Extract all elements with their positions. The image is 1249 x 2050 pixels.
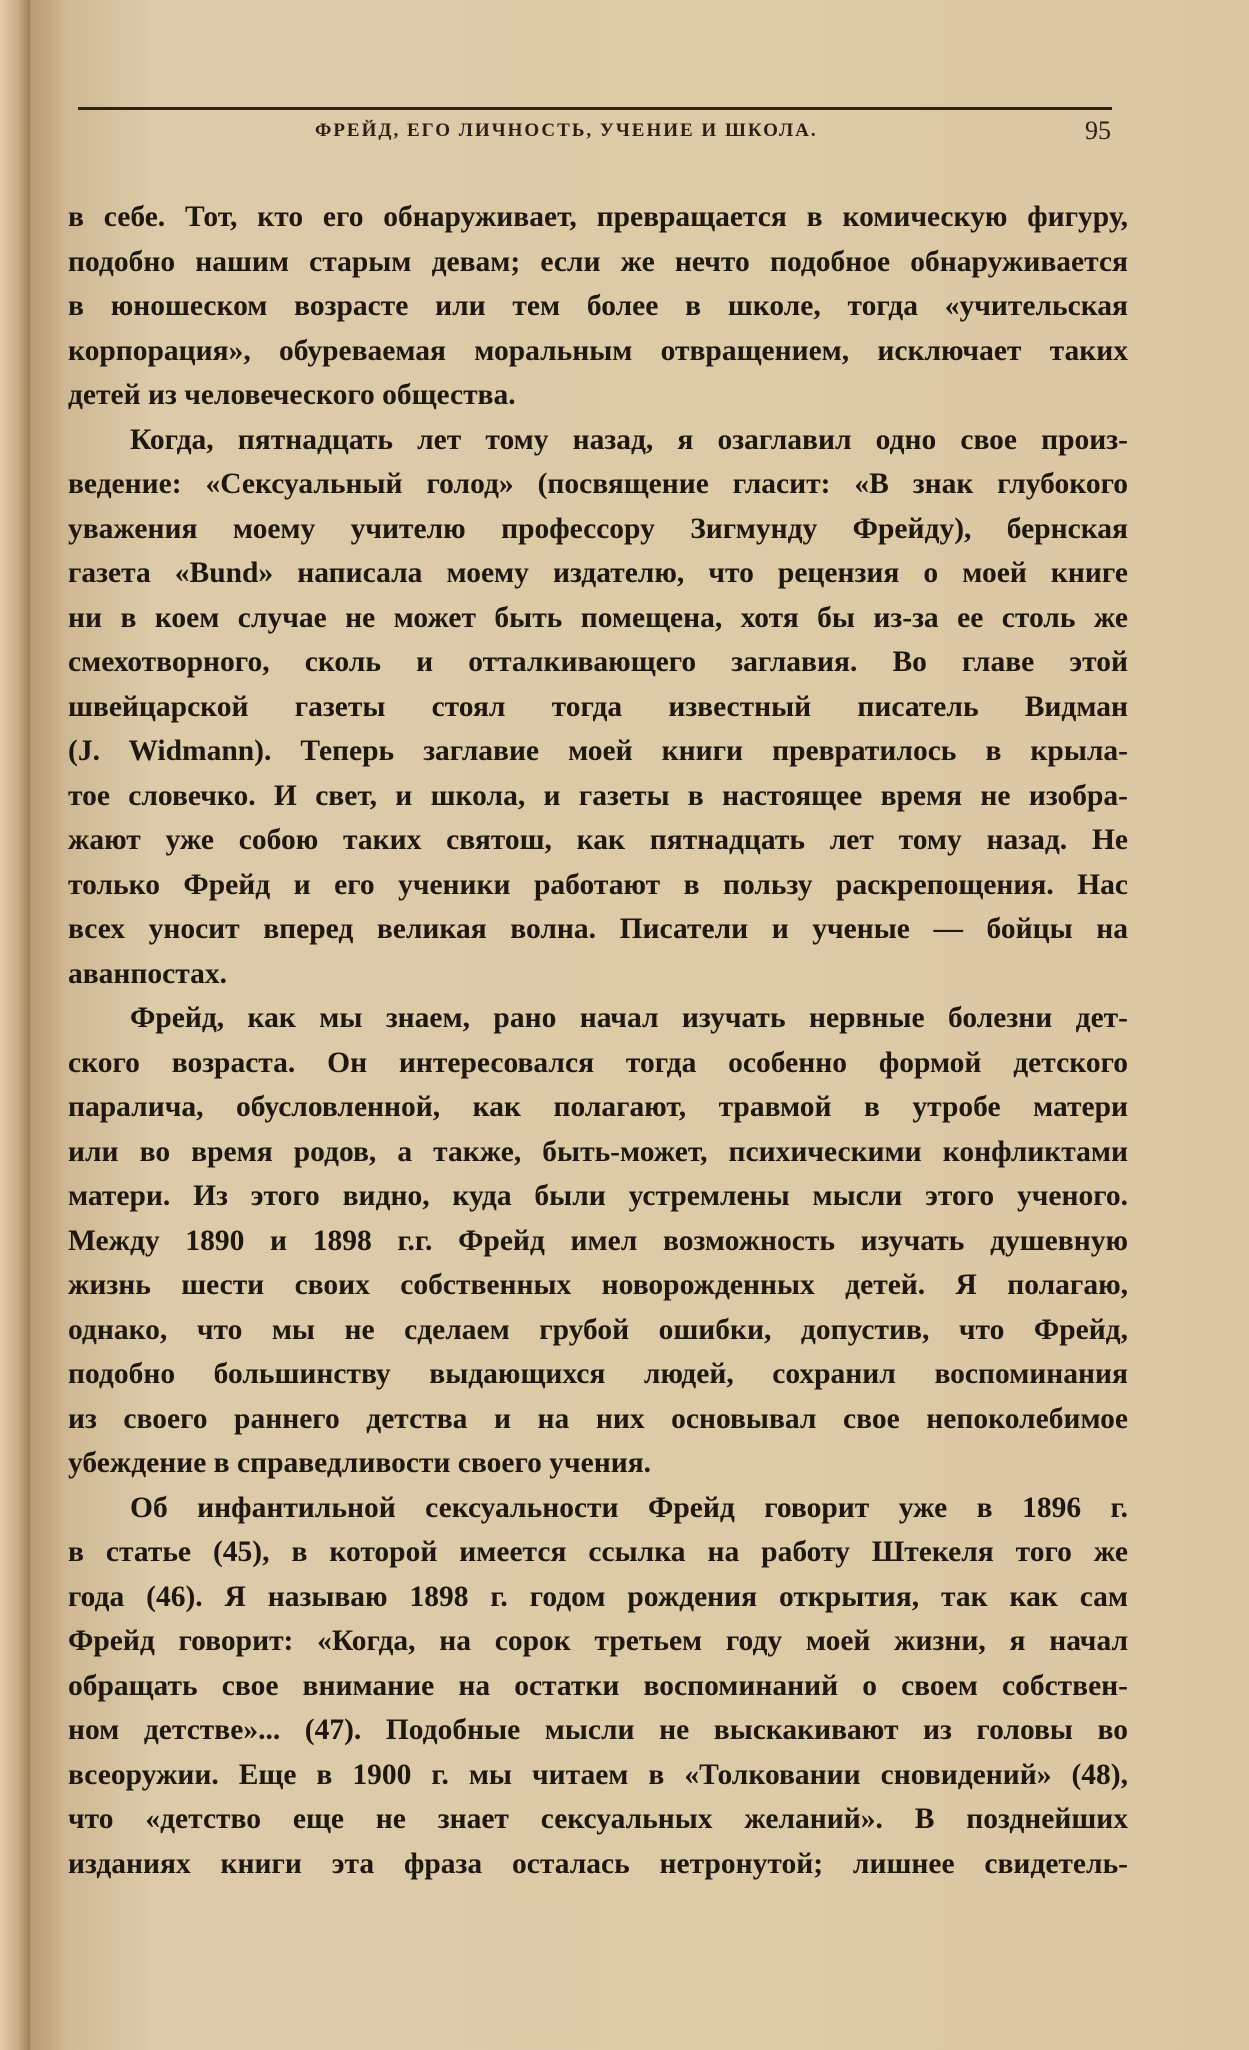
- text-line: Когда, пятнадцать лет тому назад, я озаглавил одно свое произ-: [130, 423, 1128, 456]
- text-line: газета «Bund» написала моему издателю, что рецензия о моей книге: [68, 557, 1128, 589]
- text-line: жизнь шести своих собственных новорожденных детей. Я полагаю,: [68, 1269, 1128, 1301]
- text-line: что «детство еще не знает сексуальных желаний». В позднейших: [68, 1803, 1128, 1835]
- text-line: из своего раннего детства и на них основывал свое непоколебимое: [68, 1402, 1128, 1435]
- text-line: уважения моему учителю профессору Зигмунду Фрейду), бернская: [68, 512, 1128, 545]
- text-line: всеоружии. Еще в 1900 г. мы читаем в «Толковании сновидений» (48),: [68, 1758, 1128, 1791]
- text-line: Об инфантильной сексуальности Фрейд говорит уже в 1896 г.: [130, 1491, 1128, 1524]
- text-line: жают уже собою таких святош, как пятнадцать лет тому назад. Не: [68, 824, 1128, 856]
- page-number: 95: [1085, 116, 1111, 145]
- text-line: всех уносит вперед великая волна. Писатели и ученые — бойцы на: [68, 913, 1128, 945]
- text-line: убеждение в справедливости своего учения.: [68, 1447, 652, 1479]
- text-line: однако, что мы не сделаем грубой ошибки, допустив, что Фрейд,: [68, 1313, 1128, 1346]
- text-line: в статье (45), в которой имеется ссылка на работу Штекеля того же: [68, 1536, 1128, 1568]
- text-line: Фрейд говорит: «Когда, на сорок третьем году моей жизни, я начал: [68, 1625, 1128, 1657]
- text-line: ского возраста. Он интересовался тогда особенно формой детского: [68, 1046, 1128, 1079]
- text-line: матери. Из этого видно, куда были устремлены мысли этого ученого.: [68, 1180, 1128, 1212]
- text-line: аванпостах.: [68, 957, 227, 990]
- header-rule: [78, 107, 1112, 110]
- book-spine-shadow: [0, 0, 30, 2050]
- text-line: тое словечко. И свет, и школа, и газеты в настоящее время не изобра-: [68, 779, 1128, 812]
- text-line: года (46). Я называю 1898 г. годом рождения открытия, так как сам: [68, 1580, 1128, 1613]
- running-title: ФРЕЙД, ЕГО ЛИЧНОСТЬ, УЧЕНИЕ И ШКОЛА.: [315, 120, 818, 141]
- text-line: смехотворного, сколь и отталкивающего заглавия. Во главе этой: [68, 646, 1128, 678]
- text-line: (J. Widmann). Теперь заглавие моей книги превратилось в крыла-: [68, 735, 1128, 767]
- text-line: швейцарской газеты стоял тогда известный писатель Видман: [68, 690, 1128, 723]
- text-line: подобно нашим старым девам; если же нечто подобное обнаруживается: [68, 245, 1128, 278]
- text-line: ни в коем случае не может быть помещена, хотя бы из-за ее столь же: [68, 601, 1128, 634]
- text-line: паралича, обусловленной, как полагают, травмой в утробе матери: [68, 1091, 1128, 1123]
- text-line: детей из человеческого общества.: [68, 379, 516, 411]
- text-line: корпорация», обуреваемая моральным отвращением, исключает таких: [68, 334, 1128, 367]
- text-line: в себе. Тот, кто его обнаруживает, превращается в комическую фигуру,: [68, 201, 1128, 233]
- text-line: или во время родов, а также, быть-может, психическими конфликтами: [68, 1135, 1128, 1168]
- text-line: ведение: «Сексуальный голод» (посвящение гласит: «В знак глубокого: [68, 468, 1128, 500]
- text-line: Между 1890 и 1898 г.г. Фрейд имел возможность изучать душевную: [68, 1224, 1128, 1257]
- text-line: подобно большинству выдающихся людей, сохранил воспоминания: [68, 1358, 1128, 1390]
- text-line: ном детстве»... (47). Подобные мысли не выскакивают из головы во: [68, 1714, 1128, 1746]
- text-line: только Фрейд и его ученики работают в пользу раскрепощения. Нас: [68, 868, 1128, 901]
- text-line: в юношеском возрасте или тем более в школе, тогда «учительская: [68, 290, 1128, 322]
- text-line: обращать свое внимание на остатки воспоминаний о своем собствен-: [68, 1669, 1128, 1702]
- text-line: Фрейд, как мы знаем, рано начал изучать нервные болезни дет-: [130, 1002, 1128, 1034]
- text-line: изданиях книги эта фраза осталась нетронутой; лишнее свидетель-: [68, 1847, 1128, 1880]
- body-text: [68, 195, 1128, 1886]
